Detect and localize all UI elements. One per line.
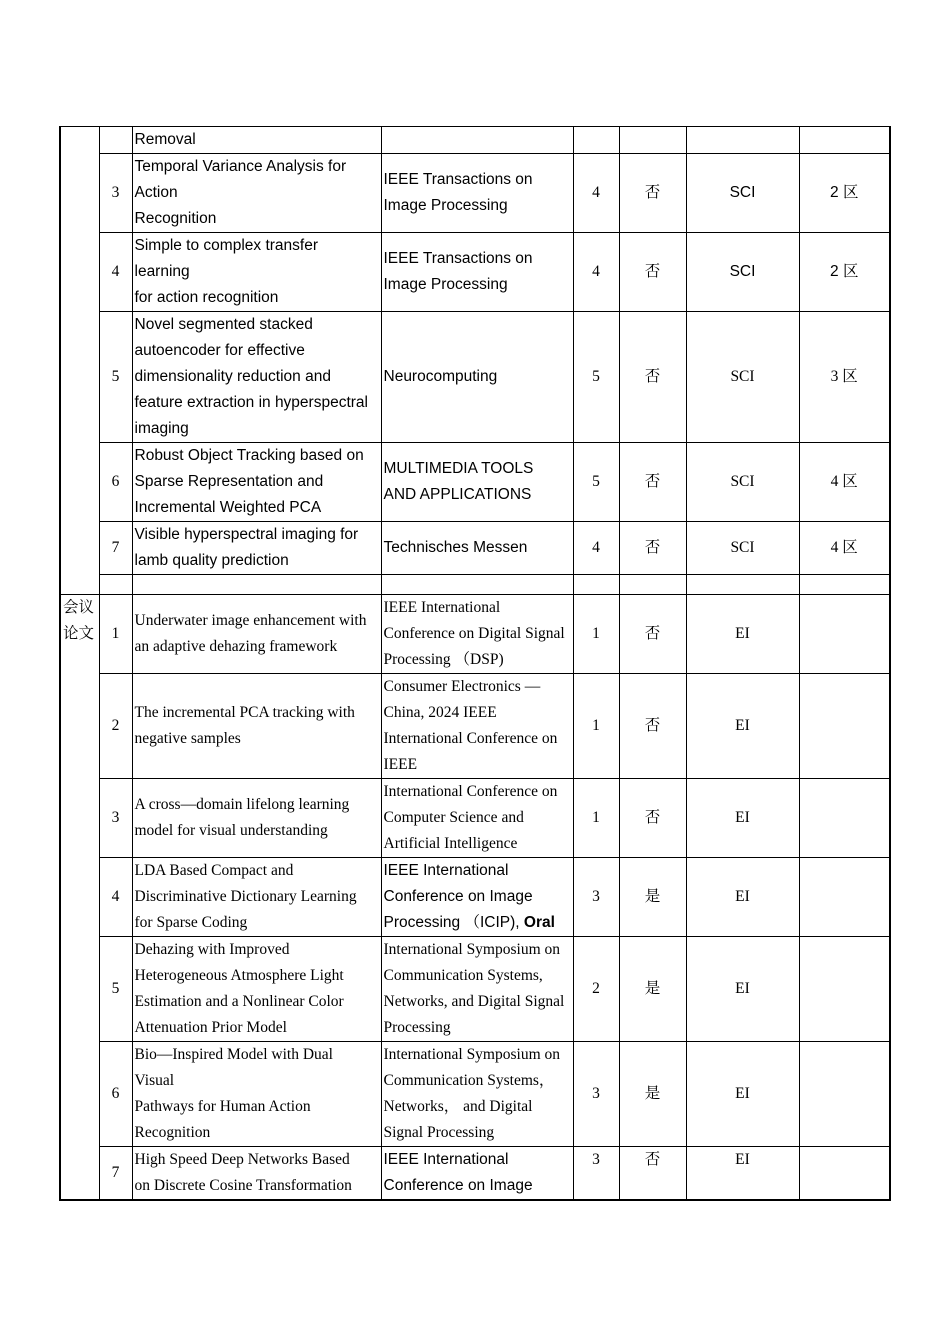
paper-title-line: Attenuation Prior Model — [134, 1019, 287, 1036]
row-number — [99, 1147, 132, 1201]
category-conference-line: 会议 — [63, 599, 95, 616]
paper-title-line: Underwater image enhancement with — [134, 612, 367, 629]
index-type — [686, 312, 799, 443]
venue-line: Networks, and Digital Signal — [383, 993, 565, 1010]
cas-zone-text: 3 区 — [830, 368, 858, 385]
index-type — [686, 1042, 799, 1147]
venue-line: Technisches Messen — [383, 539, 528, 556]
table-row — [60, 154, 890, 233]
category-conference — [60, 595, 99, 1201]
index-type — [686, 858, 799, 937]
venue-line: International Conference on — [383, 730, 558, 747]
author-count — [573, 154, 619, 233]
first-author-flag-text: 否 — [644, 473, 661, 490]
paper-title-line: feature extraction in hyperspectral — [134, 394, 368, 411]
venue-line: Conference on Digital Signal — [383, 625, 565, 642]
index-type-text: SCI — [730, 368, 755, 385]
author-count-text: 3 — [592, 888, 600, 905]
venue — [381, 779, 573, 858]
row-number-text: 6 — [111, 473, 120, 490]
table-row — [60, 522, 890, 575]
paper-title — [132, 858, 381, 937]
paper-title-line: Dehazing with Improved — [134, 941, 290, 958]
oral-tag: Oral — [523, 914, 555, 931]
venue — [381, 674, 573, 779]
venue-line: International Symposium on — [383, 1046, 561, 1063]
author-count — [573, 1042, 619, 1147]
section-spacer-row — [60, 575, 890, 595]
venue-line: Artificial Intelligence — [383, 835, 518, 852]
author-count — [573, 443, 619, 522]
row-number — [99, 522, 132, 575]
venue-line: IEEE — [383, 756, 418, 773]
row-number-text: 3 — [111, 809, 120, 826]
paper-title — [132, 674, 381, 779]
table-row — [60, 674, 890, 779]
index-type — [686, 522, 799, 575]
index-type — [686, 154, 799, 233]
index-type-text: EI — [735, 717, 750, 734]
table-row — [60, 779, 890, 858]
index-type-text: EI — [735, 1151, 750, 1168]
cas-zone-text: 2 区 — [830, 184, 859, 201]
row-number — [99, 154, 132, 233]
venue — [381, 443, 573, 522]
cas-zone — [799, 858, 890, 937]
venue — [381, 522, 573, 575]
cas-zone — [799, 674, 890, 779]
first-author-flag — [619, 674, 686, 779]
author-count — [573, 595, 619, 674]
paper-title-line: autoencoder for effective — [134, 342, 305, 359]
row-number — [99, 1042, 132, 1147]
paper-title-line: High Speed Deep Networks Based — [134, 1151, 350, 1168]
empty-cell — [799, 575, 890, 595]
index-type-text: EI — [735, 625, 750, 642]
author-count-text: 4 — [592, 263, 600, 280]
first-author-flag — [619, 779, 686, 858]
author-count-text: 5 — [592, 368, 600, 385]
paper-title-line: Recognition — [134, 1124, 211, 1141]
first-author-flag — [619, 312, 686, 443]
table-row — [60, 858, 890, 937]
venue — [381, 233, 573, 312]
venue-line: Processing — [383, 1019, 451, 1036]
paper-title — [132, 595, 381, 674]
paper-title-line: negative samples — [134, 730, 241, 747]
row-number-text: 1 — [111, 625, 120, 642]
venue-line: Processing （DSP) — [383, 651, 504, 668]
cas-zone — [799, 937, 890, 1042]
paper-title-line: learning — [134, 263, 190, 280]
paper-title — [132, 127, 381, 154]
paper-title — [132, 522, 381, 575]
first-author-flag — [619, 522, 686, 575]
venue-line: IEEE International — [383, 1151, 509, 1168]
venue-line: Neurocomputing — [383, 368, 498, 385]
table-row — [60, 233, 890, 312]
index-type — [686, 937, 799, 1042]
row-number — [99, 674, 132, 779]
first-author-flag-text: 是 — [644, 980, 661, 997]
paper-title — [132, 1147, 381, 1201]
cas-zone — [799, 779, 890, 858]
venue-line: IEEE Transactions on — [383, 171, 533, 188]
paper-title-line: on Discrete Cosine Transformation — [134, 1177, 352, 1194]
row-number-text: 5 — [111, 368, 120, 385]
table-row — [60, 1042, 890, 1147]
venue-line: Conference on Image — [383, 1177, 533, 1194]
cas-zone — [799, 443, 890, 522]
publications-table — [59, 126, 891, 1201]
first-author-flag-text: 否 — [644, 1151, 661, 1168]
empty-cell — [99, 575, 132, 595]
venue — [381, 1042, 573, 1147]
venue — [381, 1147, 573, 1201]
venue-line: International Conference on — [383, 783, 558, 800]
index-type — [686, 127, 799, 154]
venue-line: International Symposium on — [383, 941, 561, 958]
cas-zone — [799, 595, 890, 674]
author-count — [573, 233, 619, 312]
first-author-flag-text: 是 — [644, 1085, 661, 1102]
first-author-flag — [619, 233, 686, 312]
author-count — [573, 937, 619, 1042]
author-count-text: 4 — [592, 539, 600, 556]
index-type-text: EI — [735, 1085, 750, 1102]
paper-title-line: Recognition — [134, 210, 217, 227]
venue-line: Communication Systems, — [383, 967, 543, 984]
paper-title-line: Estimation and a Nonlinear Color — [134, 993, 344, 1010]
category-conference-line: 论文 — [63, 625, 95, 642]
author-count — [573, 1147, 619, 1201]
venue-line: Image Processing — [383, 197, 508, 214]
empty-cell — [132, 575, 381, 595]
venue-line: Signal Processing — [383, 1124, 495, 1141]
first-author-flag-text: 否 — [644, 539, 661, 556]
index-type — [686, 1147, 799, 1201]
first-author-flag-text: 否 — [644, 263, 661, 280]
paper-title-line: for action recognition — [134, 289, 279, 306]
table-row — [60, 443, 890, 522]
paper-title-line: Sparse Representation and — [134, 473, 324, 490]
index-type-text: SCI — [729, 263, 756, 280]
empty-cell — [381, 575, 573, 595]
table-row — [60, 312, 890, 443]
author-count — [573, 779, 619, 858]
row-number — [99, 443, 132, 522]
row-number-text: 4 — [111, 888, 120, 905]
venue-line: Communication Systems， — [383, 1072, 555, 1089]
paper-title-line: A cross—domain lifelong learning — [134, 796, 350, 813]
author-count-text: 3 — [592, 1151, 600, 1168]
author-count — [573, 522, 619, 575]
first-author-flag-text: 是 — [644, 888, 661, 905]
paper-title — [132, 233, 381, 312]
cas-zone — [799, 1042, 890, 1147]
venue-line: IEEE International — [383, 599, 501, 616]
paper-title — [132, 312, 381, 443]
row-number-text: 5 — [111, 980, 120, 997]
author-count-text: 3 — [592, 1085, 600, 1102]
cas-zone — [799, 154, 890, 233]
paper-title-line: The incremental PCA tracking with — [134, 704, 355, 721]
paper-title-line: Simple to complex transfer — [134, 237, 318, 254]
paper-title-line: Discriminative Dictionary Learning — [134, 888, 357, 905]
row-number — [99, 937, 132, 1042]
empty-cell — [686, 575, 799, 595]
index-type — [686, 233, 799, 312]
row-number-text: 2 — [111, 717, 120, 734]
venue-line: Computer Science and — [383, 809, 524, 826]
paper-title-line: Pathways for Human Action — [134, 1098, 311, 1115]
index-type — [686, 779, 799, 858]
table-row — [60, 595, 890, 674]
author-count-text: 1 — [592, 809, 600, 826]
row-number — [99, 595, 132, 674]
first-author-flag — [619, 127, 686, 154]
row-number-text: 3 — [111, 184, 120, 201]
row-number-text: 4 — [111, 263, 120, 280]
row-number-text: 7 — [111, 1164, 120, 1181]
author-count — [573, 127, 619, 154]
paper-title — [132, 1042, 381, 1147]
index-type-text: EI — [735, 980, 750, 997]
paper-title-line: Action — [134, 184, 178, 201]
paper-title-line: Removal — [134, 131, 196, 148]
first-author-flag — [619, 937, 686, 1042]
venue-line: AND APPLICATIONS — [383, 486, 532, 503]
venue-line: Processing （ICIP), — [383, 914, 524, 931]
paper-title-line: Temporal Variance Analysis for — [134, 158, 347, 175]
row-number — [99, 127, 132, 154]
empty-cell — [573, 575, 619, 595]
index-type-text: EI — [735, 809, 750, 826]
first-author-flag — [619, 858, 686, 937]
venue — [381, 127, 573, 154]
venue-line: China, 2024 IEEE — [383, 704, 497, 721]
venue-line: Image Processing — [383, 276, 508, 293]
cas-zone — [799, 312, 890, 443]
paper-title-line: lamb quality prediction — [134, 552, 289, 569]
cas-zone-text: 4 区 — [830, 539, 858, 556]
index-type — [686, 595, 799, 674]
venue-line: Consumer Electronics — — [383, 678, 541, 695]
paper-title-line: Visible hyperspectral imaging for — [134, 526, 359, 543]
cas-zone-text: 2 区 — [830, 263, 859, 280]
venue-line: MULTIMEDIA TOOLS — [383, 460, 534, 477]
index-type — [686, 674, 799, 779]
paper-title — [132, 443, 381, 522]
paper-title-line: Visual — [134, 1072, 175, 1089]
paper-title-line: imaging — [134, 420, 189, 437]
table-row — [60, 127, 890, 154]
first-author-flag-text: 否 — [644, 717, 661, 734]
row-number — [99, 312, 132, 443]
first-author-flag-text: 否 — [644, 809, 661, 826]
row-number-text: 6 — [111, 1085, 120, 1102]
venue — [381, 937, 573, 1042]
index-type — [686, 443, 799, 522]
author-count-text: 4 — [592, 184, 600, 201]
author-count-text: 1 — [592, 625, 600, 642]
cas-zone — [799, 233, 890, 312]
row-number — [99, 233, 132, 312]
index-type-text: EI — [735, 888, 750, 905]
venue-line: Networks， and Digital — [383, 1098, 533, 1115]
row-number — [99, 858, 132, 937]
row-number-text: 7 — [111, 539, 120, 556]
cas-zone — [799, 127, 890, 154]
paper-title-line: Robust Object Tracking based on — [134, 447, 364, 464]
paper-title-line: for Sparse Coding — [134, 914, 248, 931]
paper-title-line: model for visual understanding — [134, 822, 328, 839]
venue-line: IEEE Transactions on — [383, 250, 533, 267]
first-author-flag — [619, 595, 686, 674]
venue — [381, 154, 573, 233]
first-author-flag-text: 否 — [644, 368, 661, 385]
paper-title — [132, 937, 381, 1042]
paper-title-line: Novel segmented stacked — [134, 316, 313, 333]
paper-title-line: an adaptive dehazing framework — [134, 638, 338, 655]
author-count — [573, 674, 619, 779]
paper-title — [132, 779, 381, 858]
venue-line: Conference on Image — [383, 888, 533, 905]
first-author-flag — [619, 1147, 686, 1201]
author-count-text: 1 — [592, 717, 600, 734]
first-author-flag — [619, 154, 686, 233]
table-row — [60, 937, 890, 1042]
paper-title-line: Bio—Inspired Model with Dual — [134, 1046, 333, 1063]
author-count-text: 5 — [592, 473, 600, 490]
publications-table-body — [60, 127, 890, 1201]
cas-zone — [799, 522, 890, 575]
author-count-text: 2 — [592, 980, 600, 997]
venue — [381, 858, 573, 937]
first-author-flag — [619, 1042, 686, 1147]
table-row — [60, 1147, 890, 1201]
paper-title-line: Heterogeneous Atmosphere Light — [134, 967, 344, 984]
author-count — [573, 312, 619, 443]
index-type-text: SCI — [729, 184, 756, 201]
paper-title-line: LDA Based Compact and — [134, 862, 294, 879]
index-type-text: SCI — [730, 473, 755, 490]
index-type-text: SCI — [730, 539, 755, 556]
paper-title — [132, 154, 381, 233]
venue — [381, 312, 573, 443]
first-author-flag-text: 否 — [644, 625, 661, 642]
empty-cell — [619, 575, 686, 595]
first-author-flag-text: 否 — [644, 184, 661, 201]
cas-zone-text: 4 区 — [830, 473, 858, 490]
row-number — [99, 779, 132, 858]
category-journal — [60, 127, 99, 595]
venue — [381, 595, 573, 674]
author-count — [573, 858, 619, 937]
first-author-flag — [619, 443, 686, 522]
cas-zone — [799, 1147, 890, 1201]
venue-line: IEEE International — [383, 862, 509, 879]
paper-title-line: dimensionality reduction and — [134, 368, 331, 385]
paper-title-line: Incremental Weighted PCA — [134, 499, 322, 516]
